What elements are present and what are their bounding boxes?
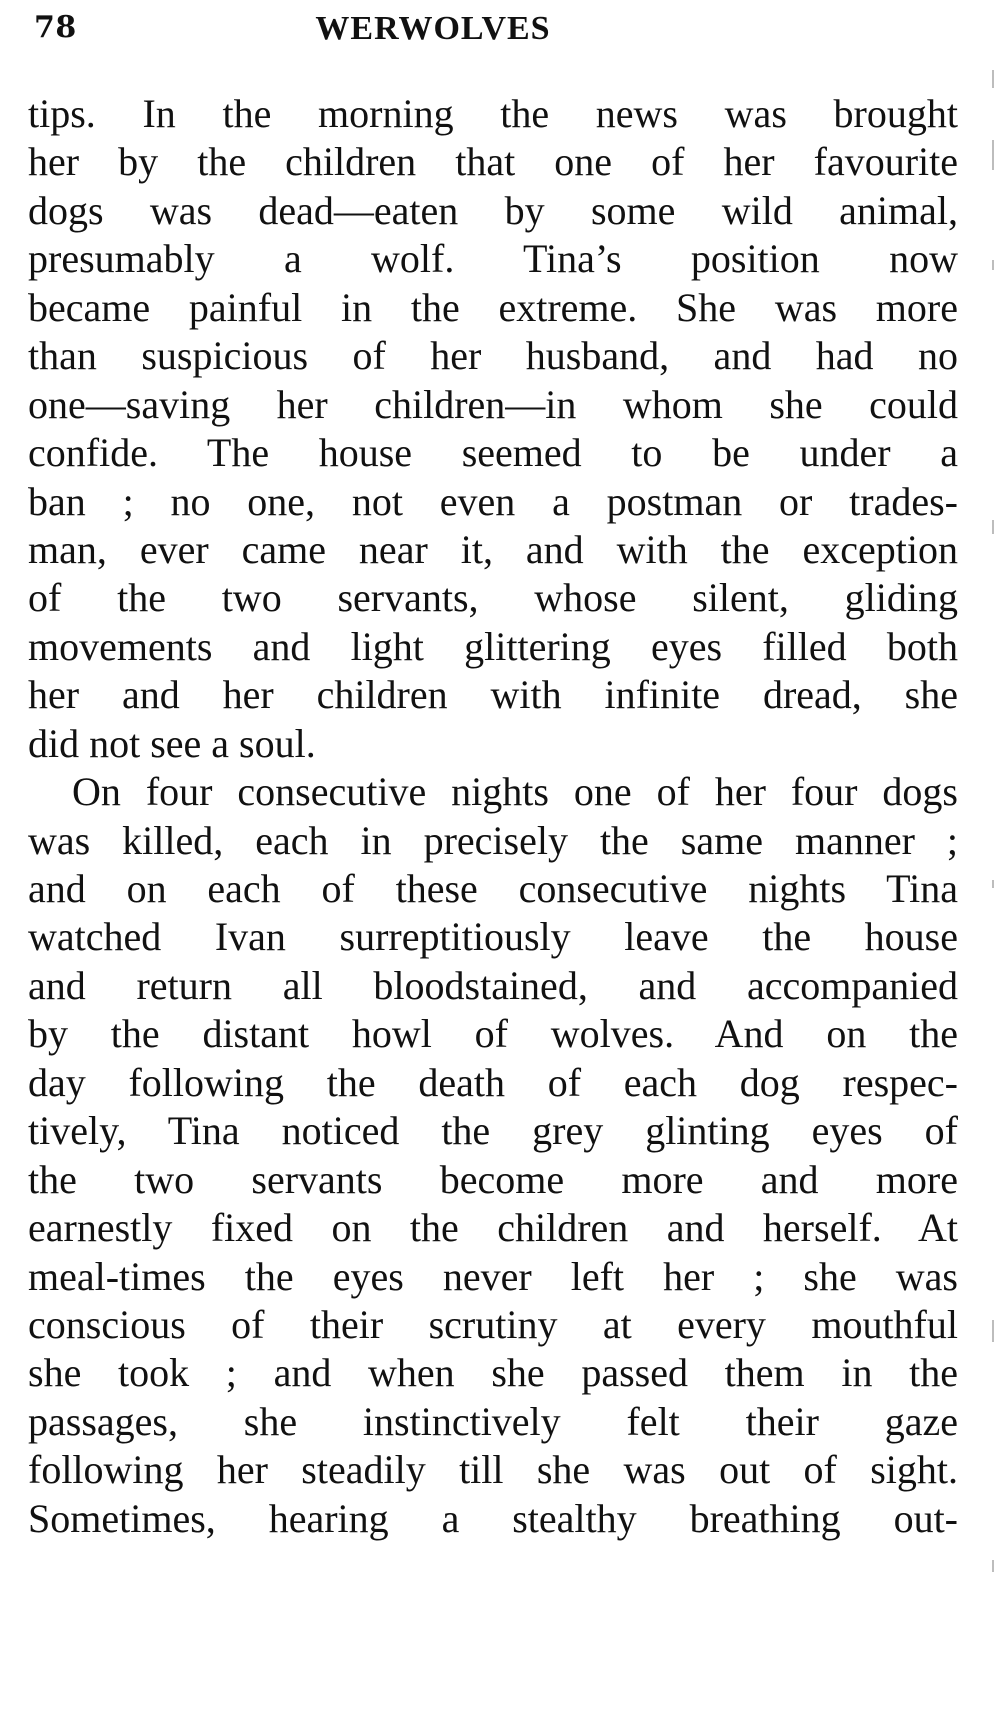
text-line: was killed, each in precisely the same manner ;	[28, 817, 958, 863]
text-line: tively, Tina noticed the grey glinting eyes of	[28, 1108, 958, 1154]
text-line: movements and light glittering eyes filled both	[28, 623, 958, 669]
text-line: On four consecutive nights one of her four dogs	[72, 769, 958, 815]
text-line: day following the death of each dog respec-	[28, 1059, 958, 1105]
scan-edge-speckle	[992, 1560, 994, 1572]
text-line: her by the children that one of her favourite	[28, 139, 958, 185]
scan-edge-speckle	[992, 520, 994, 534]
scan-edge-speckle	[992, 260, 994, 270]
running-head	[26, 10, 960, 50]
text-line: Sometimes, hearing a stealthy breathing out-	[28, 1495, 958, 1541]
text-line: than suspicious of her husband, and had no	[28, 333, 958, 379]
text-line: passages, she instinctively felt their gaze	[28, 1398, 958, 1444]
text-line: she took ; and when she passed them in the	[28, 1350, 958, 1396]
text-line: and return all bloodstained, and accompanied	[28, 962, 958, 1008]
text-line: one—saving her children—in whom she could	[28, 381, 958, 427]
text-line: did not see a soul.	[28, 720, 316, 766]
scan-edge-speckle	[992, 140, 994, 170]
paragraph-2	[28, 768, 958, 1543]
paragraph-1	[28, 90, 958, 768]
text-line: became painful in the extreme. She was more	[28, 284, 958, 330]
text-line: earnestly fixed on the children and herself. At	[28, 1205, 958, 1251]
running-title: WERWOLVES	[315, 10, 551, 47]
text-line: dogs was dead—eaten by some wild animal,	[28, 187, 958, 233]
text-line: of the two servants, whose silent, gliding	[28, 575, 958, 621]
text-line: meal-times the eyes never left her ; she was	[28, 1253, 958, 1299]
text-line: her and her children with infinite dread, she	[28, 672, 958, 718]
page-number: 78	[34, 10, 77, 45]
text-line: watched Ivan surreptitiously leave the house	[28, 914, 958, 960]
scan-edge-speckle	[992, 70, 994, 88]
text-line: confide. The house seemed to be under a	[28, 430, 958, 476]
body-text	[28, 90, 958, 1543]
text-line: by the distant howl of wolves. And on the	[28, 1011, 958, 1057]
text-line: man, ever came near it, and with the exception	[28, 526, 958, 572]
text-line: conscious of their scrutiny at every mouthful	[28, 1301, 958, 1347]
text-line: ban ; no one, not even a postman or trades-	[28, 478, 958, 524]
text-line: presumably a wolf. Tina’s position now	[28, 236, 958, 282]
text-line: tips. In the morning the news was brought	[28, 91, 958, 136]
text-line: and on each of these consecutive nights Tina	[28, 866, 958, 911]
scan-edge-speckle	[992, 880, 994, 888]
text-line: following her steadily till she was out of sight.	[28, 1447, 958, 1493]
text-line: the two servants become more and more	[28, 1156, 958, 1202]
scan-edge-speckle	[992, 1320, 994, 1342]
